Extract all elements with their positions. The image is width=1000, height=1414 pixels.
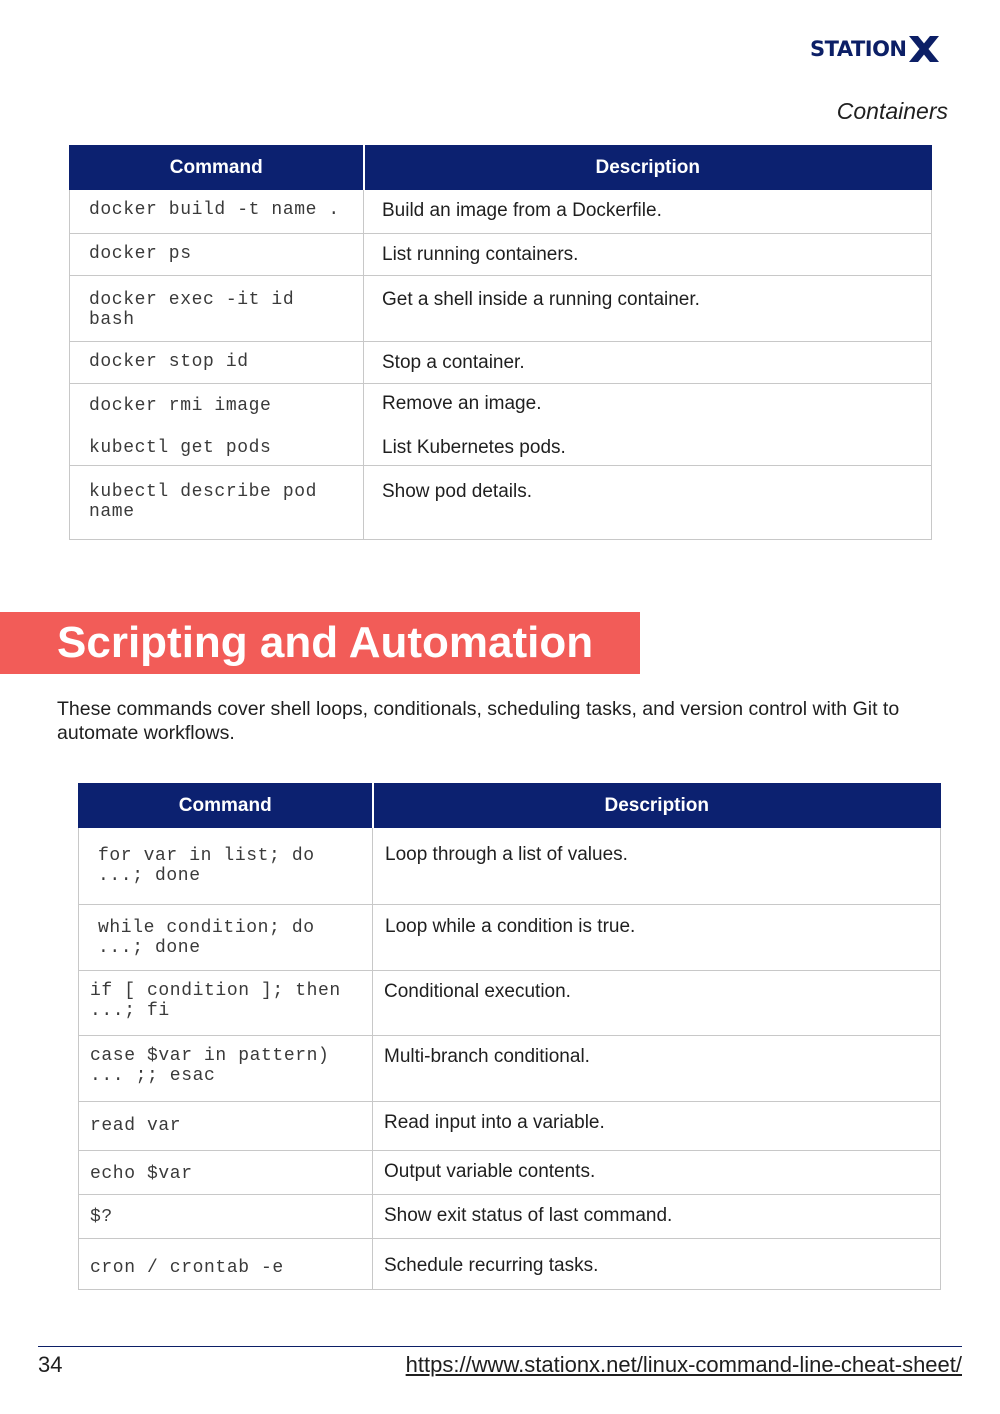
description-cell [373,1102,941,1151]
footer-divider [38,1346,962,1347]
description-cell [364,342,932,384]
description-text: Multi-branch conditional. [384,1046,590,1067]
table-header-row [79,784,941,828]
description-cell [373,828,941,905]
table-row [70,342,932,384]
table-row [70,384,932,466]
description-cell [373,905,941,971]
command-text: docker rmi image [89,396,272,416]
command-cell [79,971,373,1036]
description-text: Show exit status of last command. [384,1205,673,1226]
command-cell [70,234,364,276]
description-text: Output variable contents. [384,1161,596,1182]
command-cell [79,1102,373,1151]
table-row [79,828,941,905]
command-text: $? [90,1207,113,1227]
command-text: if [ condition ]; then ...; fi [90,981,341,1021]
command-text: docker ps [89,244,192,264]
command-cell [79,1151,373,1195]
description-cell [373,971,941,1036]
command-cell [70,342,364,384]
command-text: docker stop id [89,352,249,372]
description-cell [364,276,932,342]
table-row [79,905,941,971]
description-text: List running containers. [382,244,579,265]
table-row [70,190,932,234]
table-row [79,1195,941,1239]
command-text: docker build -t name . [89,200,340,220]
command-text: while condition; do ...; done [98,918,315,958]
table-row [70,276,932,342]
description-cell [373,1151,941,1195]
column-header-command: Command [70,146,364,190]
footer-url-link[interactable]: https://www.stationx.net/linux-command-line-cheat-sheet/ [405,1352,962,1377]
description-text: Show pod details. [382,481,532,502]
description-text: Loop through a list of values. [385,844,628,865]
table-row [70,466,932,540]
command-cell [70,276,364,342]
command-cell [70,384,364,466]
description-text: Conditional execution. [384,981,571,1002]
command-text: echo $var [90,1164,193,1184]
scripting-table [78,783,941,1290]
description-cell [364,190,932,234]
description-cell [373,1239,941,1290]
section-intro: These commands cover shell loops, conditionals, scheduling tasks, and version control with Git to automate workflows. [57,698,900,744]
command-text: kubectl get pods [89,438,272,458]
section-banner [0,612,640,674]
table-row [79,971,941,1036]
command-cell [79,1239,373,1290]
command-cell [70,466,364,540]
stationx-logo [810,34,962,64]
command-text: docker exec -it id bash [89,290,295,330]
command-cell [70,190,364,234]
description-text: Get a shell inside a running container. [382,289,700,310]
description-text: List Kubernetes pods. [382,437,566,458]
table-row [79,1239,941,1290]
command-cell [79,905,373,971]
command-text: kubectl describe pod name [89,482,318,522]
column-header-description: Description [373,784,941,828]
description-cell [364,384,932,466]
description-text: Schedule recurring tasks. [384,1255,599,1276]
command-cell [79,828,373,905]
description-text: Build an image from a Dockerfile. [382,200,662,221]
description-text: Stop a container. [382,352,525,373]
column-header-command: Command [79,784,373,828]
description-cell [364,466,932,540]
section-label: Containers [836,98,948,124]
command-text: for var in list; do ...; done [98,846,315,886]
table-row [79,1102,941,1151]
description-cell [373,1036,941,1102]
description-cell [364,234,932,276]
table-header-row [70,146,932,190]
table-row [70,234,932,276]
description-text: Read input into a variable. [384,1112,605,1133]
description-text: Remove an image. [382,393,542,414]
command-cell [79,1036,373,1102]
containers-table [69,145,932,540]
description-cell [373,1195,941,1239]
section-title: Scripting and Automation [57,618,594,667]
description-text: Loop while a condition is true. [385,916,636,937]
logo-x-mark [908,35,940,63]
command-cell [79,1195,373,1239]
table-row [79,1151,941,1195]
logo-wordmark: STATION [810,36,907,61]
command-text: read var [90,1116,182,1136]
page-number: 34 [38,1352,63,1377]
column-header-description: Description [364,146,932,190]
table-row [79,1036,941,1102]
command-text: cron / crontab -e [90,1258,284,1278]
command-text: case $var in pattern) ... ;; esac [90,1046,330,1086]
